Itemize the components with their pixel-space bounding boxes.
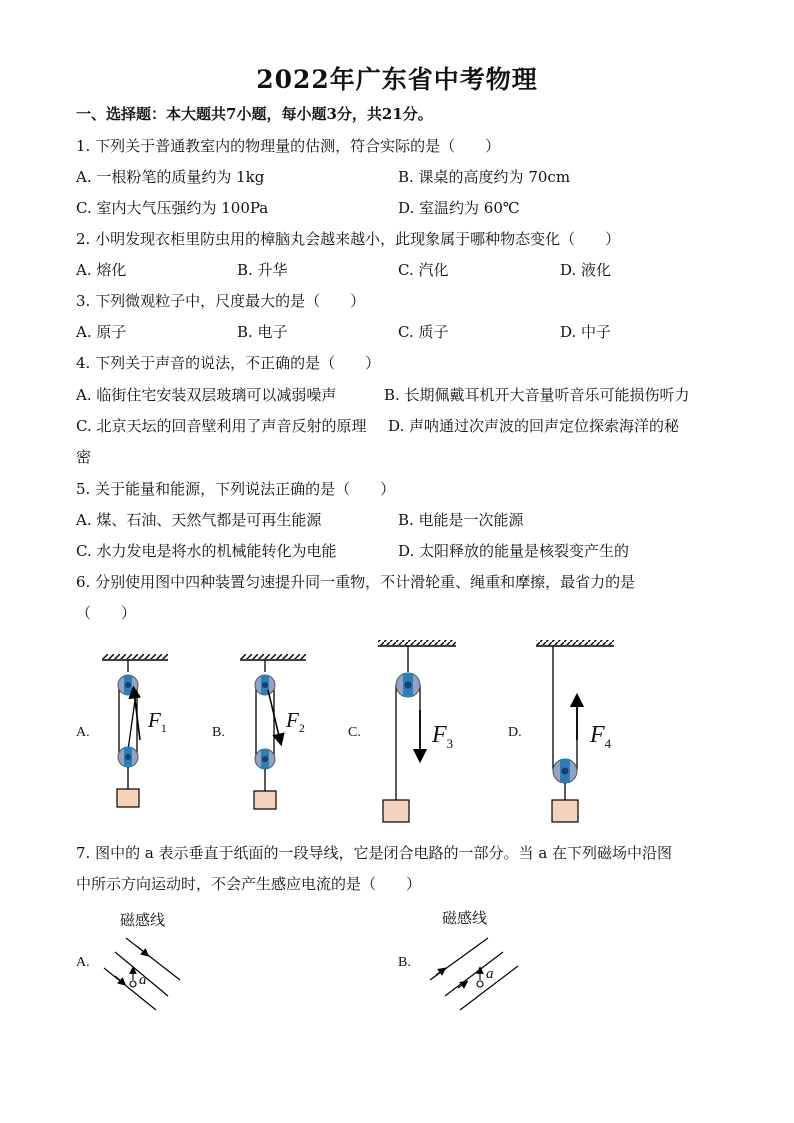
q3-option-a: A. 原子	[76, 323, 127, 341]
q4-option-a: A. 临街住宅安装双层玻璃可以减弱噪声	[76, 386, 337, 404]
q3-option-b: B. 电子	[237, 323, 288, 341]
wire-label-b: a	[486, 966, 494, 982]
q1-option-d: D. 室温约为 60℃	[398, 199, 520, 217]
q3-option-c: C. 质子	[398, 323, 449, 341]
q2-option-a: A. 熔化	[76, 261, 127, 279]
q7-label-b: B.	[398, 955, 411, 970]
q4-option-d: D. 声呐通过次声波的回声定位探索海洋的秘	[388, 417, 680, 435]
q3-option-d: D. 中子	[560, 323, 612, 341]
wire-label-a: a	[139, 972, 147, 988]
q2-option-b: B. 升华	[237, 261, 288, 279]
q1-option-c: C. 室内大气压强约为 100Pa	[76, 199, 269, 217]
force-label-f3: $F_3$	[432, 722, 454, 751]
q6-label-d: D.	[508, 725, 522, 740]
movable-pulley-icon	[118, 747, 138, 767]
q5-option-c: C. 水力发电是将水的机械能转化为电能	[76, 542, 337, 560]
q2-stem: 2. 小明发现衣柜里防虫用的樟脑丸会越来越小，此现象属于哪种物态变化（ ）	[76, 230, 621, 248]
q7-stem-continued: 中所示方向运动时，不会产生感应电流的是（ ）	[76, 875, 422, 893]
q6-stem-continued: （ ）	[76, 604, 137, 622]
q7-label-a: A.	[76, 955, 90, 970]
force-label-f2: $F_2$	[286, 708, 305, 736]
q6-stem: 6. 分别使用图中四种装置匀速提升同一重物，不计滑轮重、绳重和摩擦，最省力的是	[76, 573, 636, 591]
q5-option-a: A. 煤、石油、天然气都是可再生能源	[76, 511, 322, 529]
force-label-f4: $F_4$	[590, 722, 612, 751]
wire-b-icon	[477, 981, 483, 987]
q2-option-c: C. 汽化	[398, 261, 449, 279]
q6-label-b: B.	[212, 725, 225, 740]
q3-stem: 3. 下列微观粒子中，尺度最大的是（ ）	[76, 292, 366, 310]
q5-stem: 5. 关于能量和能源，下列说法正确的是（ ）	[76, 480, 396, 498]
q4-option-c: C. 北京天坛的回音壁利用了声音反射的原理	[76, 417, 367, 435]
weight-block	[117, 789, 139, 807]
q6-label-c: C.	[348, 725, 361, 740]
pulley-figures	[0, 630, 794, 830]
q6-label-a: A.	[76, 725, 90, 740]
q5-option-d: D. 太阳释放的能量是核裂变产生的	[398, 542, 630, 560]
q1-option-a: A. 一根粉笔的质量约为 1kg	[76, 168, 265, 186]
magnetic-field-figures	[0, 930, 794, 1020]
section-heading: 一、选择题：本大题共7小题，每小题3分，共21分。	[76, 105, 433, 123]
q7-stem: 7. 图中的 a 表示垂直于纸面的一段导线，它是闭合电路的一部分。当 a 在下列磁场中沿图	[76, 844, 673, 862]
wire-a-icon	[130, 981, 136, 987]
q4-option-d-continued: 密	[76, 448, 92, 466]
q4-option-b: B. 长期佩戴耳机开大音量听音乐可能损伤听力	[384, 386, 690, 404]
force-label-f1: $F_1$	[148, 708, 167, 736]
q2-option-d: D. 液化	[560, 261, 612, 279]
fixed-pulley-icon	[118, 675, 138, 695]
q5-option-b: B. 电能是一次能源	[398, 511, 524, 529]
field-label-b: 磁感线	[442, 909, 488, 927]
magnetic-field-b	[430, 938, 518, 1010]
q1-stem: 1. 下列关于普通教室内的物理量的估测，符合实际的是（ ）	[76, 137, 501, 155]
q4-stem: 4. 下列关于声音的说法，不正确的是（ ）	[76, 354, 381, 372]
page-title: 2022年广东省中考物理	[256, 65, 538, 94]
q1-option-b: B. 课桌的高度约为 70cm	[398, 168, 571, 186]
field-label-a: 磁感线	[120, 911, 166, 929]
